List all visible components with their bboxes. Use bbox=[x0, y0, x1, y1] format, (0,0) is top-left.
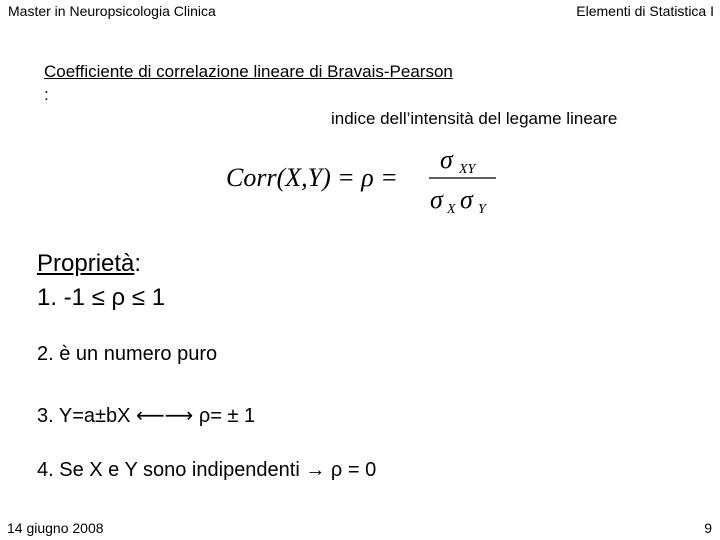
properties-heading-colon: : bbox=[134, 250, 142, 277]
formula-numerator-sigma: σ bbox=[440, 148, 453, 174]
page-number: 9 bbox=[704, 520, 712, 536]
slide-title: Coefficiente di correlazione lineare di Bravais-Pearson bbox=[44, 62, 453, 81]
properties-heading bbox=[37, 250, 141, 278]
formula-denominator-sigma-x: σ bbox=[430, 185, 443, 214]
formula-denominator-sigma-y: σ bbox=[460, 185, 473, 214]
slide-title-colon: : bbox=[44, 85, 49, 104]
header-course-title: Master in Neuropsicologia Clinica bbox=[8, 3, 216, 19]
slide-subtitle: indice dell’intensità del legame lineare bbox=[331, 109, 618, 128]
property-item-4: 4. Se X e Y sono indipendenti → ρ = 0 bbox=[37, 459, 377, 481]
formula-lhs: Corr(X,Y) = ρ = bbox=[226, 163, 398, 192]
property-item-2: 2. è un numero puro bbox=[37, 343, 218, 365]
correlation-formula-svg bbox=[224, 148, 509, 220]
property-item-1: 1. -1 ≤ ρ ≤ 1 bbox=[37, 284, 166, 311]
correlation-formula bbox=[224, 148, 509, 220]
property-item-3: 3. Y=a±bX ⟵⟶ ρ= ± 1 bbox=[37, 405, 256, 427]
formula-denominator-subscript-y: Y bbox=[478, 202, 486, 217]
properties-heading-label: Proprietà bbox=[37, 250, 135, 277]
header-subject-title: Elementi di Statistica I bbox=[576, 3, 714, 19]
formula-numerator-subscript: XY bbox=[459, 162, 476, 177]
footer-date: 14 giugno 2008 bbox=[7, 520, 104, 536]
formula-denominator-subscript-x: X bbox=[447, 202, 456, 217]
